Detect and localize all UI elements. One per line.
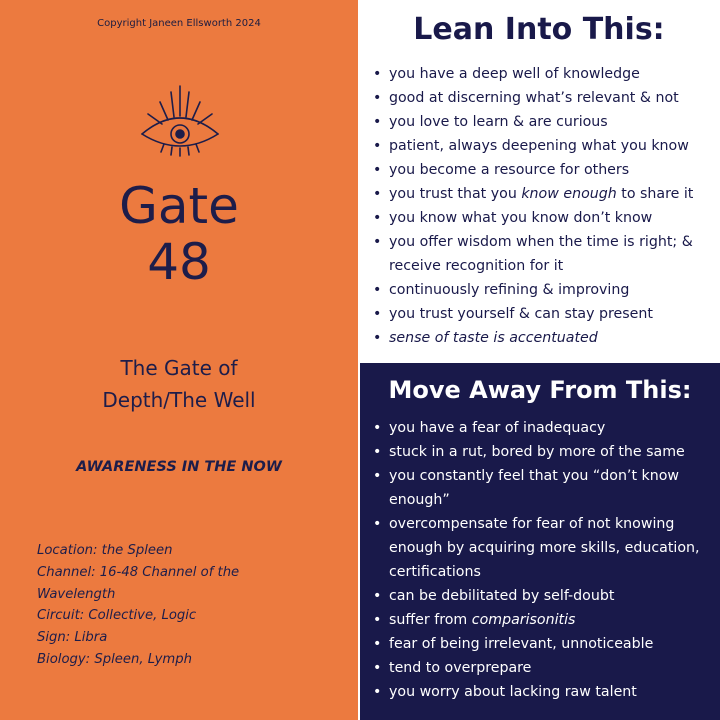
lean-title: Lean Into This: [413, 12, 665, 47]
list-item [371, 326, 716, 350]
detail-location: Location: the Spleen [37, 543, 173, 558]
detail-biology: Biology: Spleen, Lymph [37, 651, 192, 667]
list-item: • can be debilitated by self-doubt [371, 584, 716, 608]
gate-title [0, 178, 358, 290]
list-item: • you offer wisdom when the time is right; & receive recognition for it [371, 230, 716, 278]
gate-theme: AWARENESS IN THE NOW [76, 459, 282, 475]
list-item: • you trust yourself & can stay present [371, 302, 716, 326]
list-item: • tend to overprepare [371, 656, 716, 680]
copyright-text: Copyright Janeen Ellsworth 2024 [97, 18, 261, 29]
list-text-emphasis: comparisonitis [471, 612, 576, 628]
list-item: • patient, always deepening what you know [371, 134, 716, 158]
list-item: • you constantly feel that you “don’t know enough” [371, 464, 716, 512]
lean-list [371, 62, 716, 350]
list-item: • stuck in a rut, bored by more of the same [371, 440, 716, 464]
detail-channel-cont: Wavelength [37, 586, 116, 602]
list-item [371, 182, 716, 206]
list-item: • you have a fear of inadequacy [371, 416, 716, 440]
list-text-emphasis: know enough [521, 186, 617, 202]
list-item: • continuously refining & improving [371, 278, 716, 302]
list-item [371, 608, 716, 632]
gate-name [0, 352, 358, 416]
list-item: • you become a resource for others [371, 158, 716, 182]
list-text: you trust that you [389, 186, 522, 202]
eye-icon [138, 82, 222, 160]
list-text: suffer from [389, 612, 472, 628]
gate-name-line2: Depth/The Well [102, 388, 256, 412]
list-item: • fear of being irrelevant, unnoticeable [371, 632, 716, 656]
list-item: • you love to learn & are curious [371, 110, 716, 134]
move-title: Move Away From This: [388, 376, 692, 404]
list-item: • you know what you know don’t know [371, 206, 716, 230]
list-item: • you have a deep well of knowledge [371, 62, 716, 86]
detail-circuit: Circuit: Collective, Logic [37, 608, 197, 624]
details-list [37, 540, 337, 671]
list-text-emphasis: sense of taste is accentuated [389, 330, 598, 346]
gate-word: Gate [119, 177, 239, 235]
gate-name-line1: The Gate of [120, 356, 238, 380]
detail-channel: Channel: 16-48 Channel of the [37, 564, 240, 580]
gate-number: 48 [147, 233, 211, 291]
list-text: to share it [616, 186, 694, 202]
detail-sign: Sign: Libra [37, 630, 108, 646]
list-item: • you worry about lacking raw talent [371, 680, 716, 704]
list-item: • overcompensate for fear of not knowing enough by acquiring more skills, education, certifications [371, 512, 716, 584]
list-item: • good at discerning what’s relevant & not [371, 86, 716, 110]
move-list [371, 416, 716, 704]
